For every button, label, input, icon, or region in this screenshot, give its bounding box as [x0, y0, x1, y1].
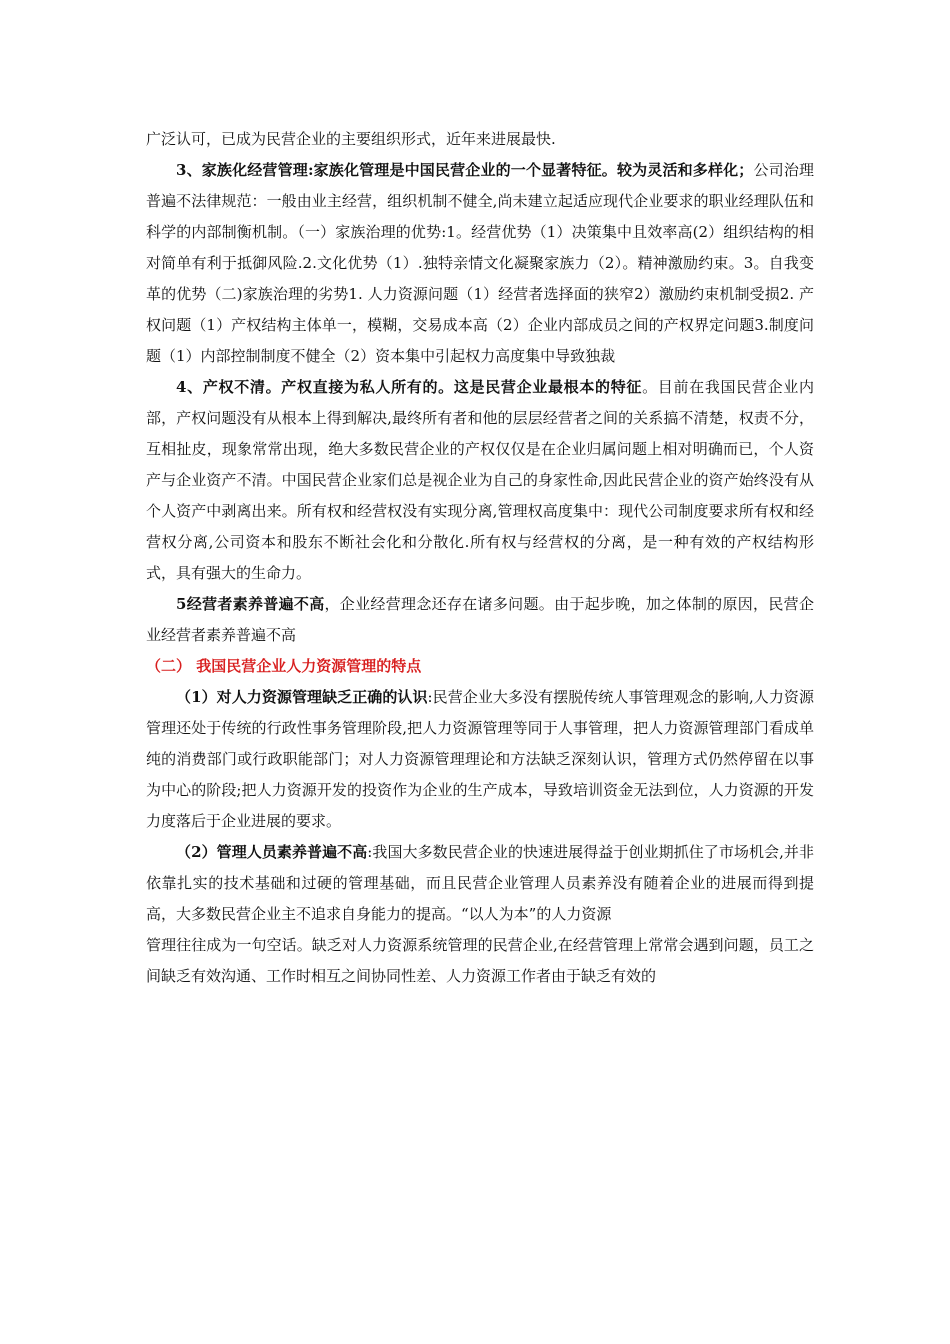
paragraph-text: 公司治理普遍不法律规范：一般由业主经营，组织机制不健全,尚未建立起适应现代企业要求的职业经理队伍和科学的内部制衡机制。（一）家族治理的优势:1。经营优势（1）决策集中且效率高(2）组织结构的相对简单有利于抵御风险.2.文化优势（1）.独特亲情文化凝聚家族力（2）。精神激励约束。3。自我变革的优势（二)家族治理的劣势1. 人力资源问题（1）经营者选择面的狭窄2）激励约束机制受损2. 产权问题（1）产权结构主体单一，模糊，交易成本高（2）企业内部成员之间的产权界定问题3.制度问题（1）内部控制制度不健全（2）资本集中引起权力高度集中导致独裁	[146, 161, 814, 365]
paragraph-text: ，企业经营理念还存在诸多问题。由于起步晚，加之体制的原因，民营企业经营者素养普遍不高	[146, 595, 814, 644]
paragraph-continuation	[146, 124, 814, 155]
paragraph-operator-quality	[146, 589, 814, 651]
paragraph-lead-bold: （2）管理人员素养普遍不高	[176, 843, 368, 861]
paragraph-lead-bold: 3、家族化经营管理:家族化管理是中国民营企业的一个显著特征。较为灵活和多样化；	[176, 161, 754, 179]
paragraph-text: 管理往往成为一句空话。缺乏对人力资源系统管理的民营企业,在经营管理上常常会遇到问题，员工之间缺乏有效沟通、工作时相互之间协同性差、人力资源工作者由于缺乏有效的	[146, 936, 814, 985]
paragraph-text: 广泛认可，已成为民营企业的主要组织形式，近年来进展最快.	[146, 130, 556, 148]
section-heading: （二） 我国民营企业人力资源管理的特点	[146, 657, 422, 675]
document-body	[146, 124, 814, 992]
paragraph-continuation-end	[146, 930, 814, 992]
paragraph-lead-bold: 4、产权不清。产权直接为私人所有的。这是民营企业最根本的特征	[176, 378, 643, 396]
paragraph-property-rights	[146, 372, 814, 589]
paragraph-text: :民营企业大多没有摆脱传统人事管理观念的影响,人力资源管理还处于传统的行政性事务管理阶段,把人力资源管理等同于人事管理，把人力资源管理部门看成单纯的消费部门或行政职能部门；对人力资源管理理论和方法缺乏深刻认识，管理方式仍然停留在以事为中心的阶段;把人力资源开发的投资作为企业的生产成本，导致培训资金无法到位，人力资源的开发力度落后于企业进展的要求。	[146, 688, 814, 830]
paragraph-text: :我国大多数民营企业的快速进展得益于创业期抓住了市场机会,并非依靠扎实的技术基础和过硬的管理基础，而且民营企业管理人员素养没有随着企业的进展而得到提高，大多数民营企业主不追求自身能力的提高。“以人为本”的人力资源	[146, 843, 814, 923]
paragraph-family-management	[146, 155, 814, 372]
paragraph-text: 。目前在我国民营企业内部，产权问题没有从根本上得到解决,最终所有者和他的层层经营者之间的关系搞不清楚，权责不分，互相扯皮，现象常常出现，绝大多数民营企业的产权仅仅是在企业归属问题上相对明确而已，个人资产与企业资产不清。中国民营企业家们总是视企业为自己的身家性命,因此民营企业的资产始终没有从个人资产中剥离出来。所有权和经营权没有实现分离,管理权高度集中：现代公司制度要求所有权和经营权分离,公司资本和股东不断社会化和分散化.所有权与经营权的分离，是一种有效的产权结构形式，具有强大的生命力。	[146, 378, 814, 582]
paragraph-manager-quality	[146, 837, 814, 930]
paragraph-lead-bold: 5经营者素养普遍不高	[176, 595, 325, 613]
paragraph-hr-recognition	[146, 682, 814, 837]
paragraph-lead-bold: （1）对人力资源管理缺乏正确的认识	[176, 688, 428, 706]
